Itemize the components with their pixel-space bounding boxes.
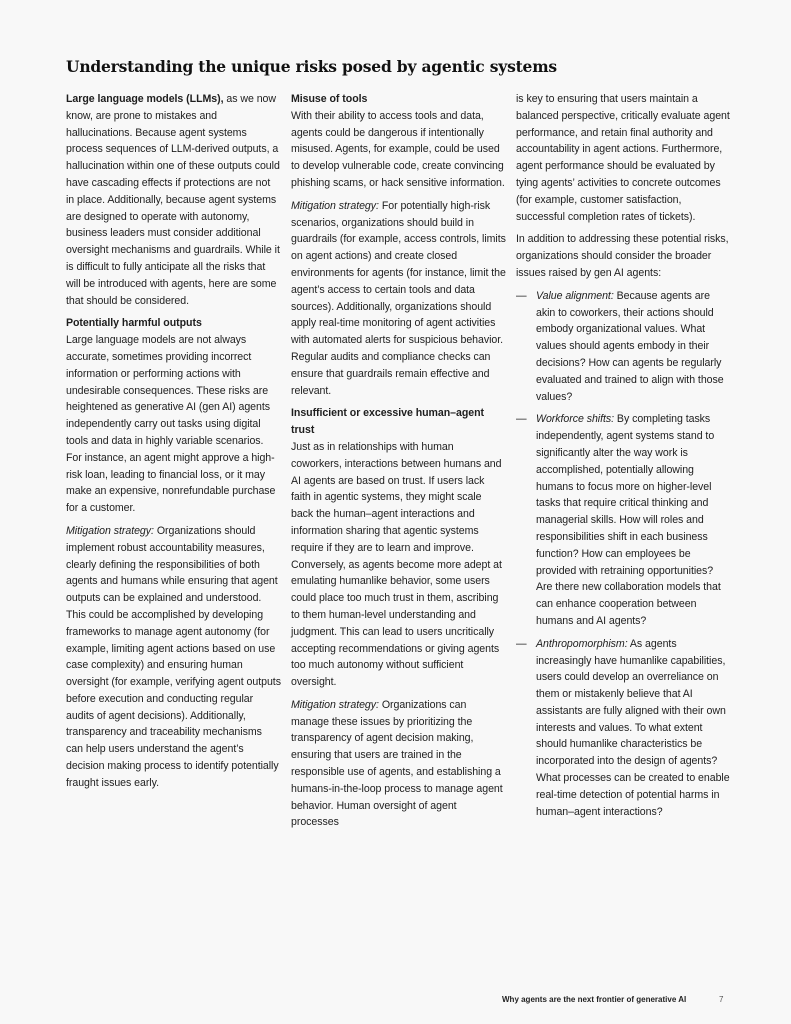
section-body-harmful-outputs: Large language models are not always accurate, sometimes providing incorrect information or performing actions with undesirable consequences. These risks are heightened as generative AI (gen AI) agents independently carry out tasks using digital tools and data in highly variable scenarios. For instance, an agent might approve a high-risk loan, leading to financial loss, or it may make an expensive, nonrefundable purchase for a customer.: [66, 334, 276, 515]
section-heading-trust: Insufficient or excessive human–agent trust: [291, 407, 485, 437]
column-3: [516, 91, 731, 826]
section-body-trust: Just as in relationships with human coworkers, interactions between humans and AI agents are based on trust. If users lack faith in agentic systems, they might scale back the human–agent interactions and information sharing that agentic systems require if they are to learn and improve. Conversely, as agents become more adept at emulating humanlike behavior, some users could place too much trust in them, ascribing to them human-level understanding and judgment. This can lead to users uncritically accepting recommendations or giving agents too much autonomy without sufficient oversight.: [291, 440, 502, 689]
intro-paragraph: [66, 91, 281, 309]
section-heading-misuse-of-tools: Misuse of tools: [291, 93, 368, 105]
bullet-text: As agents increasingly have humanlike capabilities, users could develop an overreliance on them or mistakenly believe that AI assistants are fully aligned with their own interests and values. To what extent should humanlike characteristics be incorporated into the design of agents? What processes can be created to enable real-time detection of potential harms in human–agent interactions?: [536, 637, 730, 818]
dash-bullet-icon: —: [516, 289, 527, 302]
section-heading-harmful-outputs: Potentially harmful outputs: [66, 317, 202, 330]
intro-lead: Large language models (LLMs),: [66, 93, 224, 105]
bullet-label: Anthropomorphism:: [536, 637, 628, 650]
mitigation-label: Mitigation strategy:: [291, 698, 379, 711]
list-item-anthropomorphism: [516, 636, 731, 821]
list-item-value-alignment: [516, 288, 731, 406]
list-item-workforce-shifts: [516, 411, 731, 629]
bullet-text: By completing tasks independently, agent systems stand to significantly alter the way work is accomplished, potentially allowing humans to focus more on higher-level tasks that require critical thinking and managerial skills. How will roles and responsibilities shift in each business function? How can employees be provided with retraining opportunities? Are there new collaboration models that can enhance cooperation between humans and AI agents?: [536, 413, 721, 627]
mitigation-harmful-outputs: [66, 523, 281, 792]
page-number: 7: [719, 995, 724, 1004]
bullet-text: Because agents are akin to coworkers, their actions should embody organizational values. What values should agents embody in their decisions? How can agents be regularly evaluated and trained to align with those values?: [536, 289, 724, 403]
page-title: Understanding the unique risks posed by agentic systems: [66, 57, 557, 77]
continued-paragraph: is key to ensuring that users maintain a balanced perspective, critically evaluate agent performance, and retain final authority and accountability in agent actions. Furthermore, agent performance should be evaluated by tying agents’ activities to concrete outcomes (for example, customer satisfaction, successful completion rates of tickets).: [516, 93, 730, 223]
mitigation-text: Organizations should implement robust accountability measures, clearly defining the responsibilities of both agents and humans while ensuring that agent outputs can be explained and understood. This could be accomplished by developing frameworks to manage agent autonomy (for example, limiting agent actions based on use case complexity) and ensuring human oversight (for example, verifying agent outputs before execution and conducting regular audits of agent decisions). Additionally, transparency and traceability mechanisms can help users understand the agent’s decision making process to identify potentially fraught issues early.: [66, 524, 281, 789]
mitigation-text: Organizations can manage these issues by prioritizing the transparency of agent decision making, ensuring that users are trained in the responsible use of agents, and establishing a humans-in-the-loop process to manage agent behavior. Human oversight of agent processes: [291, 698, 503, 829]
column-1: [66, 91, 281, 798]
mitigation-label: Mitigation strategy:: [66, 524, 154, 537]
bullet-label: Workforce shifts:: [536, 413, 615, 426]
dash-bullet-icon: —: [516, 413, 527, 426]
column-2: [291, 91, 506, 837]
section-body-misuse-of-tools: With their ability to access tools and data, agents could be dangerous if intentionally misused. Agents, for example, could be used to develop vulnerable code, create convincing phishing scams, or hack sensitive information.: [291, 109, 505, 189]
mitigation-misuse-of-tools: [291, 198, 506, 400]
mitigation-label: Mitigation strategy:: [291, 199, 379, 212]
bullet-label: Value alignment:: [536, 289, 614, 302]
broader-issues-list: [516, 288, 731, 821]
intro-text: as we now know, are prone to mistakes and hallucinations. Because agent systems process sequences of LLM-derived outputs, a hallucination within one of these outputs could have cascading effects if protections are not in place. Additionally, because agent systems are designed to operate with autonomy, business leaders must consider additional oversight mechanisms and guardrails. While it is difficult to fully anticipate all the risks that will be introduced with agents, here are some that should be considered.: [66, 93, 280, 307]
broader-issues-intro: In addition to addressing these potential risks, organizations should consider the broader issues raised by gen AI agents:: [516, 233, 729, 279]
running-footer-title: Why agents are the next frontier of generative AI: [502, 995, 687, 1004]
dash-bullet-icon: —: [516, 637, 527, 650]
mitigation-text: For potentially high-risk scenarios, organizations should build in guardrails (for example, access controls, limits on agent actions) and create closed environments for agents (for instance, limit the agent’s access to certain tools and data sources). Additionally, organizations should apply real-time monitoring of agent activities with automated alerts for suspicious behavior. Regular audits and compliance checks can ensure that guardrails remain effective and relevant.: [291, 199, 506, 397]
mitigation-trust: [291, 697, 506, 831]
